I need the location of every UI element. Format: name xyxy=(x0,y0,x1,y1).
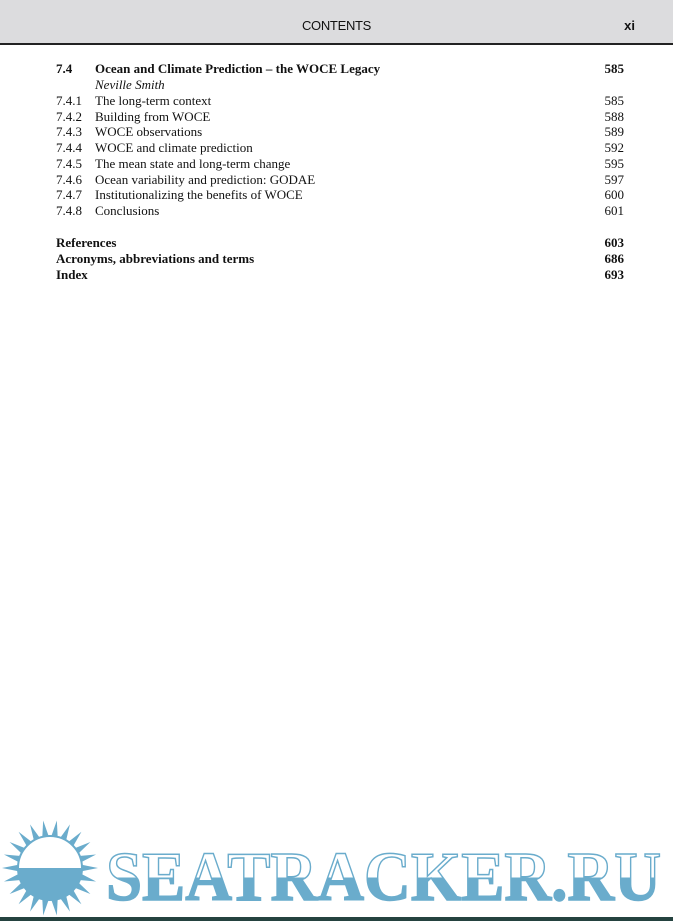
toc-back-matter[interactable] xyxy=(0,235,673,251)
toc-subsection[interactable] xyxy=(0,124,673,140)
toc-back-matter[interactable] xyxy=(0,251,673,267)
toc-subsection[interactable] xyxy=(0,172,673,188)
entry-title: WOCE observations xyxy=(95,124,203,140)
entry-title: Conclusions xyxy=(95,202,160,218)
toc-subsection[interactable] xyxy=(0,109,673,125)
entry-number: 7.4.3 xyxy=(56,124,82,140)
entry-number: 7.4.4 xyxy=(56,140,82,156)
entry-page: 588 xyxy=(604,108,624,124)
entry-number: 7.4.8 xyxy=(56,202,82,218)
entry-title: WOCE and climate prediction xyxy=(95,140,253,156)
toc-subsection[interactable] xyxy=(0,203,673,219)
watermark-text: SEATRACKER.RU xyxy=(106,839,661,916)
page-number: xi xyxy=(624,18,635,33)
entry-title: The mean state and long-term change xyxy=(95,155,291,171)
entry-page: 686 xyxy=(604,251,624,266)
entry-page: 601 xyxy=(604,202,624,218)
page-header xyxy=(0,0,673,45)
sun-icon xyxy=(2,820,98,915)
section-page: 585 xyxy=(604,61,624,76)
entry-number: 7.4.5 xyxy=(56,155,82,171)
entry-title: Acronyms, abbreviations and terms xyxy=(56,251,255,266)
entry-page: 592 xyxy=(604,140,624,156)
toc-subsection[interactable] xyxy=(0,140,673,156)
entry-page: 693 xyxy=(604,267,624,282)
running-title: CONTENTS xyxy=(301,18,372,33)
watermark-logo xyxy=(0,818,673,918)
section-number: 7.4 xyxy=(56,61,73,76)
section-author-row xyxy=(0,77,673,93)
entry-title: Institutionalizing the benefits of WOCE xyxy=(95,187,303,203)
entry-title: References xyxy=(56,235,117,250)
bottom-border xyxy=(0,917,673,921)
section-title: Ocean and Climate Prediction – the WOCE Legacy xyxy=(95,61,381,76)
toc-subsection[interactable] xyxy=(0,156,673,172)
toc-section[interactable] xyxy=(0,61,673,77)
entry-page: 585 xyxy=(604,93,624,108)
entry-page: 600 xyxy=(604,187,624,203)
entry-number: 7.4.2 xyxy=(56,108,82,124)
toc-subsection[interactable] xyxy=(0,187,673,203)
entry-number: 7.4.1 xyxy=(56,93,82,108)
section-author: Neville Smith xyxy=(95,77,165,92)
entry-page: 597 xyxy=(604,171,624,187)
entry-number: 7.4.6 xyxy=(56,171,82,187)
entry-page: 589 xyxy=(604,124,624,140)
entry-title: Index xyxy=(56,267,88,282)
entry-title: Ocean variability and prediction: GODAE xyxy=(95,171,316,187)
entry-number: 7.4.7 xyxy=(56,187,82,203)
entry-page: 595 xyxy=(604,155,624,171)
entry-title: Building from WOCE xyxy=(95,108,211,124)
toc-back-matter[interactable] xyxy=(0,267,673,283)
toc-subsection[interactable] xyxy=(0,93,673,109)
entry-page: 603 xyxy=(604,235,624,250)
entry-title: The long-term context xyxy=(95,93,212,108)
